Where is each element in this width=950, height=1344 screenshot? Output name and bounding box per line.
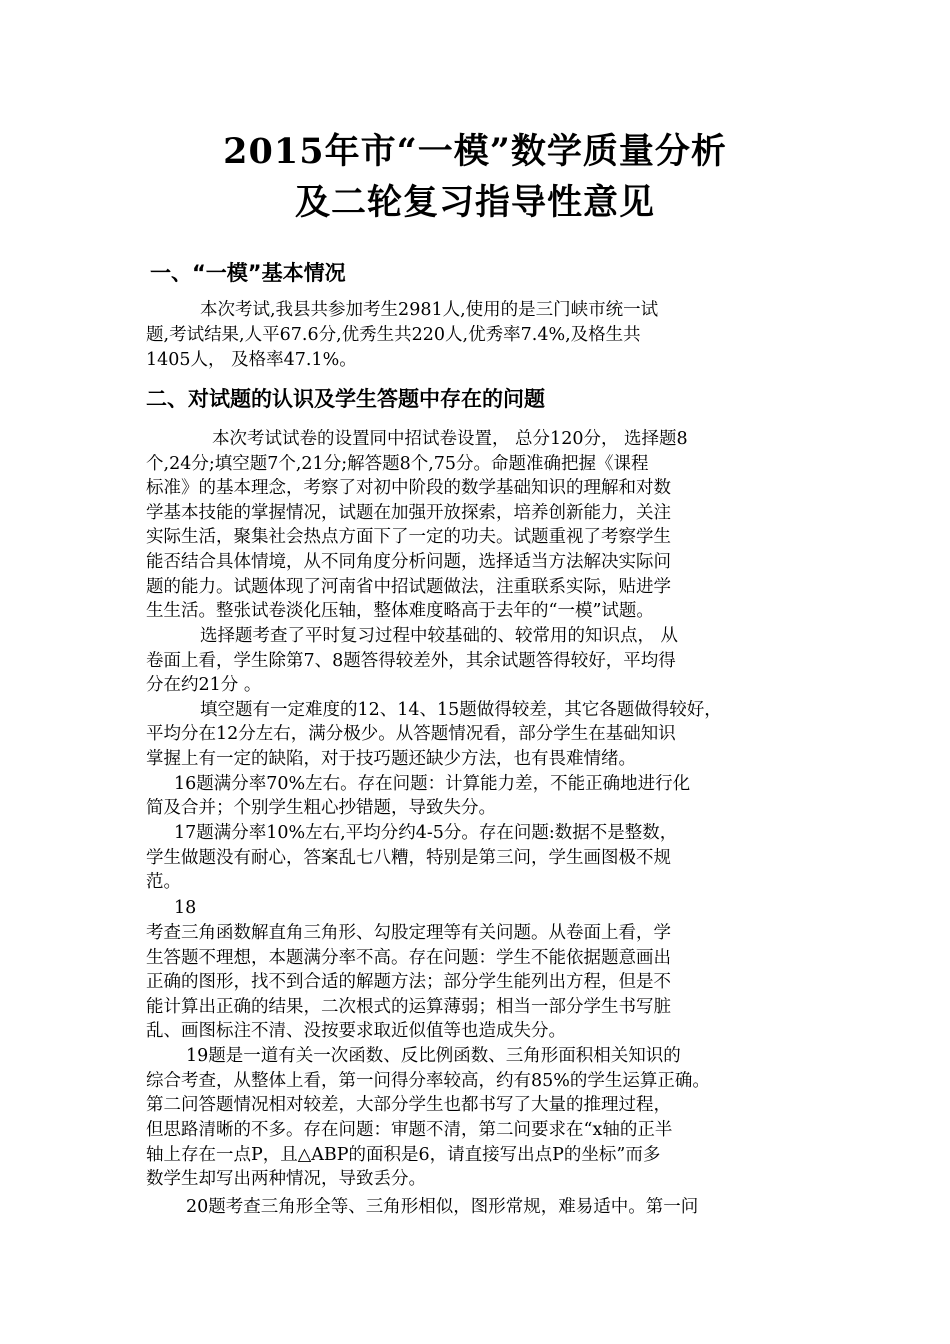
section-2-paragraph-line: 平均分在12分左右，满分极少。从答题情况看，部分学生在基础知识 <box>146 724 676 744</box>
section-2-paragraph-line: 生答题不理想，本题满分率不高。存在问题：学生不能依据题意画出 <box>146 948 671 968</box>
section-2-paragraph-line: 16题满分率70%左右。存在问题：计算能力差，不能正确地进行化 <box>174 774 691 794</box>
section-2-paragraph-line: 个,24分;填空题7个,21分;解答题8个,75分。命题准确把握《课程 <box>146 454 649 474</box>
section-2-paragraph-line: 19题是一道有关一次函数、反比例函数、三角形面积相关知识的 <box>186 1046 681 1066</box>
section-2-paragraph-line: 但思路清晰的不多。存在问题：审题不清，第二问要求在“x轴的正半 <box>146 1120 673 1140</box>
section-2-paragraph-line: 正确的图形，找不到合适的解题方法；部分学生能列出方程，但是不 <box>146 972 671 992</box>
section-2-paragraph-line: 第二问答题情况相对较差，大部分学生也都书写了大量的推理过程， <box>146 1095 671 1115</box>
section-2-paragraph-line: 生生活。整张试卷淡化压轴，整体难度略高于去年的“一模”试题。 <box>146 601 654 621</box>
section-2-paragraph-line: 学基本技能的掌握情况，试题在加强开放探索，培养创新能力，关注 <box>146 503 671 523</box>
section-2-paragraph-line: 实际生活，聚集社会热点方面下了一定的功夫。试题重视了考察学生 <box>146 527 671 547</box>
section-2-paragraph-line: 轴上存在一点P，且△ABP的面积是6，请直接写出点P的坐标”而多 <box>146 1145 661 1165</box>
document-title-line-1: 2015年市“一模”数学质量分析 <box>223 131 727 172</box>
section-2-heading: 二、对试题的认识及学生答题中存在的问题 <box>146 387 545 411</box>
section-2-paragraph-line: 简及合并；个别学生粗心抄错题，导致失分。 <box>146 798 496 818</box>
section-1-paragraph-line: 本次考试,我县共参加考生2981人,使用的是三门峡市统一试 <box>200 300 659 320</box>
section-2-paragraph-line: 范。 <box>146 872 181 892</box>
section-2-paragraph-line: 卷面上看，学生除第7、8题答得较差外，其余试题答得较好，平均得 <box>146 651 676 671</box>
section-2-paragraph-line: 学生做题没有耐心，答案乱七八糟，特别是第三问，学生画图极不规 <box>146 848 671 868</box>
section-2-paragraph-line: 掌握上有一定的缺陷，对于技巧题还缺少方法，也有畏难情绪。 <box>146 749 636 769</box>
section-2-paragraph-line: 本次考试试卷的设置同中招试卷设置， 总分120分， 选择题8 <box>212 429 688 449</box>
section-1-paragraph-line: 题,考试结果,人平67.6分,优秀生共220人,优秀率7.4%,及格生共 <box>146 325 641 345</box>
section-2-paragraph-line: 能计算出正确的结果，二次根式的运算薄弱；相当一部分学生书写脏 <box>146 997 671 1017</box>
section-2-paragraph-line: 标准》的基本理念，考察了对初中阶段的数学基础知识的理解和对数 <box>146 478 671 498</box>
section-2-paragraph-line: 选择题考查了平时复习过程中较基础的、较常用的知识点， 从 <box>200 626 679 646</box>
section-2-paragraph-line: 17题满分率10%左右,平均分约4-5分。存在问题:数据不是整数， <box>174 823 678 843</box>
section-2-paragraph-line: 数学生却写出两种情况，导致丢分。 <box>146 1169 426 1189</box>
section-1-paragraph-line: 1405人， 及格率47.1%。 <box>146 350 357 370</box>
section-1-heading: 一、“一模”基本情况 <box>150 261 346 285</box>
section-2-paragraph-line: 分在约21分 。 <box>146 675 262 695</box>
document-title-line-2: 及二轮复习指导性意见 <box>294 182 655 223</box>
section-2-paragraph-line: 能否结合具体情境，从不同角度分析问题，选择适当方法解决实际问 <box>146 552 671 572</box>
section-2-paragraph-line: 18 <box>174 898 197 918</box>
section-2-paragraph-line: 题的能力。试题体现了河南省中招试题做法，注重联系实际，贴进学 <box>146 577 671 597</box>
section-2-paragraph-line: 乱、画图标注不清、没按要求取近似值等也造成失分。 <box>146 1021 566 1041</box>
section-2-paragraph-line: 考查三角函数解直角三角形、勾股定理等有关问题。从卷面上看，学 <box>146 923 671 943</box>
section-2-paragraph-line: 综合考查，从整体上看，第一问得分率较高，约有85%的学生运算正确。 <box>146 1071 710 1091</box>
section-2-paragraph-line: 20题考查三角形全等、三角形相似，图形常规，难易适中。第一问 <box>186 1197 699 1217</box>
section-2-paragraph-line: 填空题有一定难度的12、14、15题做得较差，其它各题做得较好， <box>200 700 722 720</box>
